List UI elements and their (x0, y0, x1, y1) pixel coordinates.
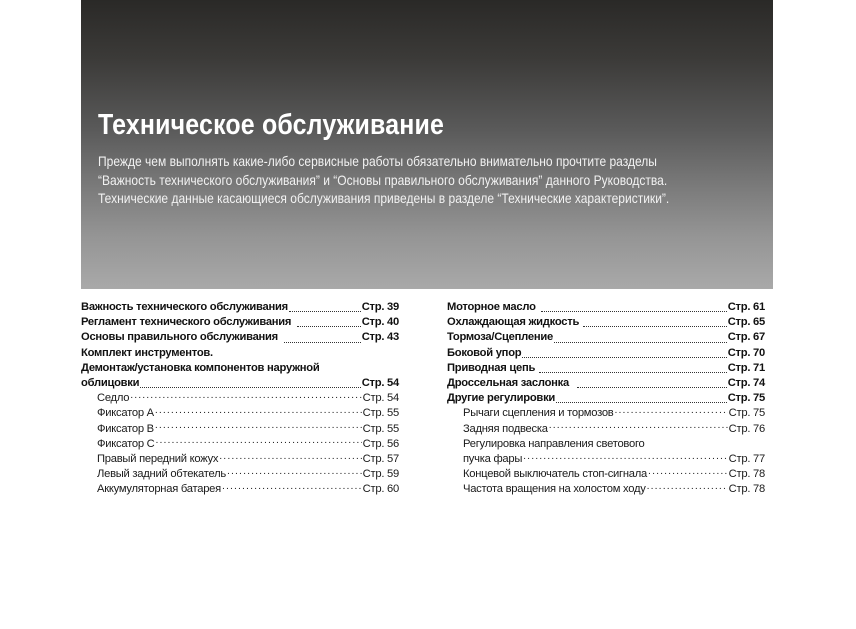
intro-line: Технические данные касающиеся обслуживания приведены в разделе “Технические характеристики”. (98, 191, 670, 207)
toc-entry-body-panels[interactable] (81, 376, 399, 391)
toc-subentry-left-rear-cowl[interactable] (81, 467, 399, 482)
dot-leader (615, 406, 728, 416)
toc-entry-label: Моторное масло (447, 301, 536, 313)
dot-leader (140, 387, 360, 388)
section-header-banner (81, 0, 773, 289)
dot-leader (219, 452, 361, 462)
table-of-contents-right (447, 300, 765, 497)
dot-leader (541, 311, 727, 312)
toc-entry-label: Регулировка направления светового (463, 437, 645, 450)
toc-subentry-levers[interactable] (447, 406, 765, 421)
dot-leader (648, 467, 728, 477)
toc-entry-page: Стр. 76 (728, 422, 765, 435)
intro-line: “Важность технического обслуживания” и “Основы правильного обслуживания” данного Руководства. (98, 172, 668, 188)
toc-entry-drive-chain[interactable] (447, 361, 765, 376)
toc-entry-page: Стр. 71 (727, 361, 765, 374)
toc-subentry-clip-a[interactable] (81, 406, 399, 421)
toc-entry-schedule[interactable] (81, 315, 399, 330)
toc-subentry-headlight-aim[interactable] (447, 452, 765, 467)
toc-subentry-right-front-cover[interactable] (81, 452, 399, 467)
toc-subentry-idle-speed[interactable] (447, 482, 765, 497)
toc-entry-page: Стр. 56 (362, 437, 399, 450)
toc-entry-label: Частота вращения на холостом ходу (463, 483, 646, 496)
dot-leader (577, 387, 727, 388)
toc-entry-label: Регламент технического обслуживания (81, 316, 292, 329)
toc-entry-label: пучка фары (463, 452, 523, 465)
toc-subentry-headlight-line1[interactable] (447, 437, 765, 452)
toc-subentry-clip-c[interactable] (81, 437, 399, 452)
toc-entry-body-panels-line1[interactable] (81, 361, 399, 376)
toc-subentry-brake-light-switch[interactable] (447, 467, 765, 482)
toc-entry-page: Стр. 78 (728, 468, 765, 481)
dot-leader (647, 482, 728, 492)
toc-entry-label: Задняя подвеска (463, 422, 548, 435)
toc-entry-page: Стр. 75 (727, 392, 765, 405)
toc-entry-page: Стр. 77 (728, 452, 765, 465)
toc-entry-engine-oil[interactable] (447, 300, 765, 315)
dot-leader (583, 326, 727, 327)
toc-entry-other-adjustments[interactable] (447, 391, 765, 406)
toc-entry-page: Стр. 70 (727, 346, 765, 359)
dot-leader (155, 437, 361, 447)
toc-entry-label: Аккумуляторная батарея (97, 483, 221, 496)
toc-entry-side-stand[interactable] (447, 346, 765, 361)
dot-leader (556, 402, 727, 403)
toc-entry-label: Тормоза/Сцепление (447, 331, 553, 344)
toc-entry-page: Стр. 61 (727, 301, 765, 313)
dot-leader (522, 357, 726, 358)
toc-entry-importance[interactable] (81, 300, 399, 315)
toc-entry-throttle[interactable] (447, 376, 765, 391)
table-of-contents-left (81, 300, 399, 497)
page-title: Техническое обслуживание (98, 109, 445, 141)
toc-subentry-clip-b[interactable] (81, 422, 399, 437)
dot-leader (297, 326, 360, 327)
toc-entry-label: Фиксатор A (97, 407, 154, 420)
toc-entry-label: Фиксатор B (97, 422, 154, 435)
toc-entry-label: Дроссельная заслонка (447, 376, 569, 389)
toc-subentry-seat[interactable] (81, 391, 399, 406)
toc-entry-coolant[interactable] (447, 315, 765, 330)
toc-entry-label: облицовки (81, 376, 140, 389)
dot-leader (289, 311, 361, 312)
dot-leader (523, 452, 728, 462)
dot-leader (155, 406, 362, 416)
toc-entry-label: Важность технического обслуживания (81, 301, 288, 313)
intro-paragraph (98, 153, 771, 209)
dot-leader (284, 342, 361, 343)
toc-entry-label: Комплект инструментов. (81, 346, 213, 359)
toc-entry-page: Стр. 78 (728, 483, 765, 496)
toc-entry-page: Стр. 57 (362, 452, 399, 465)
toc-entry-label: Приводная цепь (447, 361, 536, 374)
toc-entry-page: Стр. 75 (728, 407, 765, 420)
toc-entry-page: Стр. 55 (362, 407, 399, 420)
toc-entry-label: Концевой выключатель стоп-сигнала (463, 468, 648, 481)
toc-entry-page: Стр. 74 (727, 376, 765, 389)
dot-leader (130, 391, 361, 401)
toc-entry-label: Левый задний обтекатель (97, 468, 226, 481)
toc-entry-brakes-clutch[interactable] (447, 330, 765, 345)
toc-entry-label: Демонтаж/установка компонентов наружной (81, 361, 320, 374)
toc-entry-label: Седло (97, 392, 130, 405)
intro-line: Прежде чем выполнять какие-либо сервисные работы обязательно внимательно прочтите разделы (98, 154, 657, 169)
toc-subentry-battery[interactable] (81, 482, 399, 497)
toc-entry-page: Стр. 54 (362, 392, 399, 405)
toc-entry-label: Фиксатор C (97, 437, 155, 450)
toc-entry-page: Стр. 67 (727, 331, 765, 344)
dot-leader (222, 482, 362, 492)
toc-entry-label: Охлаждающая жидкость (447, 316, 580, 329)
toc-entry-label: Рычаги сцепления и тормозов (463, 407, 614, 420)
toc-entry-page: Стр. 59 (362, 468, 399, 481)
toc-entry-label: Боковой упор (447, 346, 522, 359)
toc-entry-label: Правый передний кожух (97, 452, 219, 465)
toc-entry-basics[interactable] (81, 330, 399, 345)
dot-leader (155, 422, 362, 432)
toc-entry-label: Основы правильного обслуживания (81, 331, 278, 344)
dot-leader (539, 372, 727, 373)
dot-leader (554, 342, 727, 343)
toc-entry-page: Стр. 43 (361, 331, 399, 344)
toc-entry-label: Другие регулировки (447, 392, 556, 405)
toc-entry-page: Стр. 39 (361, 301, 399, 313)
toc-entry-page: Стр. 40 (361, 316, 399, 329)
toc-entry-page: Стр. 65 (727, 316, 765, 329)
dot-leader (549, 422, 728, 432)
toc-entry-page: Стр. 60 (362, 483, 399, 496)
toc-entry-page: Стр. 55 (362, 422, 399, 435)
toc-subentry-rear-suspension[interactable] (447, 422, 765, 437)
toc-entry-toolkit[interactable] (81, 346, 399, 361)
toc-entry-page: Стр. 54 (361, 376, 399, 389)
dot-leader (227, 467, 362, 477)
